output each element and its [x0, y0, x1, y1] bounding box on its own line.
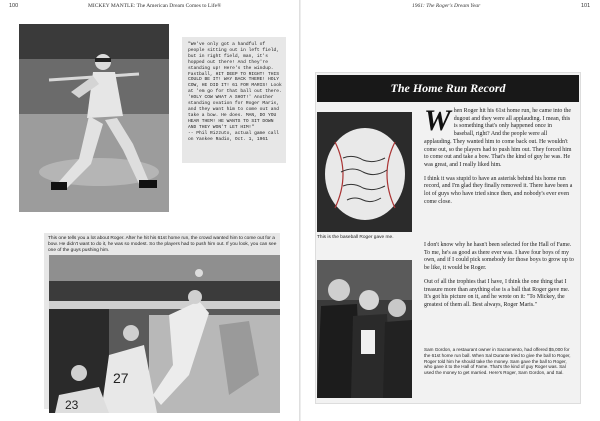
gordon-caption: Sam Gordon, a restaurant owner in Sacramento, had offered $5,000 for the 61st home run ball. When Sal Durante tried to give the ball to Roger, Roger told him he should take the money. Sam gave the ball to Roger, who gave it to the Hall of Fame. That's the kind of guy Roger was. Sal used the money to get married. Here's Roger, Sam Gordon, and Sal.	[424, 347, 571, 376]
story-paragraph-4: Out of all the trophies that I have, I think the one thing that I treasure more than anything else is a ball that Roger gave me. It's got his picture on it, and he wrote on it: "To Mickey, the greatest of them all. Best always, Roger Maris."	[424, 278, 570, 308]
baseball-photo-caption: This is the baseball Roger gave me.	[317, 235, 394, 240]
right-page-number: 101	[581, 3, 591, 9]
signed-baseball-photo	[317, 112, 412, 232]
left-running-head: MICKEY MANTLE: The American Dream Comes to Life®	[88, 3, 222, 9]
hall-of-fame-text	[424, 242, 574, 316]
story-paragraph-1-text: hen Roger hit his 61st home run, he came into the dugout and they were all applauding. I mean, this is something that's only happened once in baseball, right? And the people were all applauding. They wanted him to come back out. He wouldn't come out, so the players had to push him out. They forced him to come out and take a bow. That's the kind of guy he was. He was great, and I really liked him.	[424, 108, 572, 168]
section-title-bar	[317, 75, 579, 102]
story-paragraph-1	[424, 104, 574, 170]
batter-swing-photo	[19, 24, 169, 212]
svg-text:27: 27	[113, 370, 129, 386]
story-paragraph-2: I think it was stupid to have an asterisk behind his home run record, and I'm glad they finally removed it. There have been a lot of guys who have tried since then, and nobody's ever even come close.	[424, 175, 573, 205]
story-paragraph-3: I don't know why he hasn't been selected for the Hall of Fame. To me, he's as good as there ever was. I have four boys of my own, and if I could pick somebody for those boys to grow up to be like, it would be Roger.	[424, 242, 574, 272]
roger-gordon-sal-photo	[317, 260, 412, 398]
section-title: The Home Run Record	[390, 81, 506, 95]
dugout-photo-caption: This one tells you a lot about Roger. After he hit his 61st home run, the crowd wanted him to come out for a bow. He didn't want to do it, he was so modest. So the players had to push him out. If you look, you can see one of the guys pushing him.	[48, 236, 277, 253]
drop-cap-letter: W	[424, 104, 451, 137]
dugout-photo	[49, 255, 280, 413]
radio-call-quote-box	[182, 37, 286, 163]
svg-text:23: 23	[65, 398, 79, 412]
page-gutter	[299, 0, 301, 421]
radio-call-quote: "We've only got a handful of people sitting out in left field, but in right field, man, it's hopped out there! And they're standing up! Here's the windup. Fastball, HIT DEEP TO RIGHT! THIS COULD BE IT! WAY BACK THERE! HOLY COW, HE DID IT! 61 FOR MARIS! Look at 'em go for that ball out there. 'HOLY COW WHAT A SHOT!' Another standing ovation for Roger Maris, and they want him to come out and take a bow. He does. MAN, DO YOU HEAR THEM! HE WANTS TO SIT DOWN AND THEY WON'T LET HIM!" -- Phil Rizzuto, actual game call on Yankee Radio, Oct. 1, 1961	[188, 42, 282, 142]
home-run-story	[424, 104, 574, 212]
left-page-number: 100	[9, 3, 19, 9]
right-running-head: 1961: The Roger's Dream Year	[412, 3, 481, 9]
